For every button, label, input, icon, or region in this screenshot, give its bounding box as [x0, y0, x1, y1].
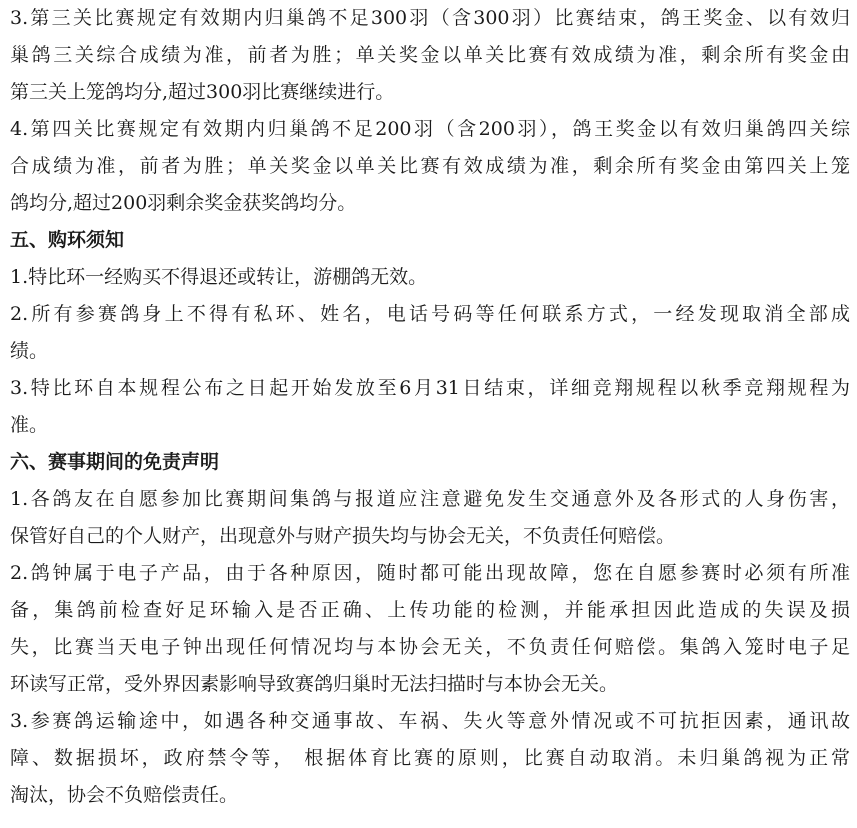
paragraph — [10, 555, 850, 703]
text-line: 4.第四关比赛规定有效期内归巢鸽不足200羽（含200羽），鸽王奖金以有效归巢鸽四关综 — [10, 118, 850, 140]
text-line: 绩。 — [10, 340, 49, 362]
text-line: 环读写正常，受外界因素影响导致赛鸽归巢时无法扫描时与本协会无关。 — [10, 673, 619, 695]
text-line: 1.各鸽友在自愿参加比赛期间集鸽与报道应注意避免发生交通意外及各形式的人身伤害， — [10, 488, 850, 510]
text-line: 准。 — [10, 414, 49, 436]
text-line: 3.特比环自本规程公布之日起开始发放至6月31日结束，详细竞翔规程以秋季竞翔规程为 — [10, 377, 850, 399]
text-line: 失，比赛当天电子钟出现任何情况均与本协会无关，不负责任何赔偿。集鸽入笼时电子足 — [10, 636, 850, 658]
paragraph — [10, 703, 850, 814]
text-line: 合成绩为准，前者为胜；单关奖金以单关比赛有效成绩为准，剩余所有奖金由第四关上笼 — [10, 155, 850, 177]
text-line: 2.所有参赛鸽身上不得有私环、姓名，电话号码等任何联系方式，一经发现取消全部成 — [10, 303, 850, 325]
text-line: 保管好自己的个人财产，出现意外与财产损失均与协会无关，不负责任何赔偿。 — [10, 525, 676, 547]
paragraph — [10, 259, 850, 296]
paragraph — [10, 111, 850, 222]
section-heading — [10, 222, 850, 259]
text-line: 巢鸽三关综合成绩为准，前者为胜；单关奖金以单关比赛有效成绩为准，剩余所有奖金由 — [10, 44, 850, 66]
paragraph — [10, 296, 850, 370]
paragraph — [10, 370, 850, 444]
text-line: 1.特比环一经购买不得退还或转让，游棚鸽无效。 — [10, 266, 428, 288]
text-line: 3.第三关比赛规定有效期内归巢鸽不足300羽（含300羽）比赛结束，鸽王奖金、以有效归 — [10, 7, 850, 29]
text-line: 2.鸽钟属于电子产品，由于各种原因，随时都可能出现故障，您在自愿参赛时必须有所准 — [10, 562, 850, 584]
text-line: 第三关上笼鸽均分,超过300羽比赛继续进行。 — [10, 81, 395, 103]
text-line: 六、赛事期间的免责声明 — [10, 451, 220, 473]
text-line: 备，集鸽前检查好足环输入是否正确、上传功能的检测，并能承担因此造成的失误及损 — [10, 599, 850, 621]
paragraph — [10, 0, 850, 111]
text-line: 3.参赛鸽运输途中，如遇各种交通事故、车祸、失火等意外情况或不可抗拒因素，通讯故 — [10, 710, 850, 732]
text-line: 鸽均分,超过200羽剩余奖金获奖鸽均分。 — [10, 192, 357, 214]
text-line: 五、购环须知 — [10, 229, 125, 251]
paragraph — [10, 481, 850, 555]
text-line: 障、数据损坏，政府禁令等， 根据体育比赛的原则，比赛自动取消。未归巢鸽视为正常 — [10, 747, 850, 769]
document-body — [10, 0, 850, 814]
section-heading — [10, 444, 850, 481]
text-line: 淘汰，协会不负赔偿责任。 — [10, 784, 239, 806]
